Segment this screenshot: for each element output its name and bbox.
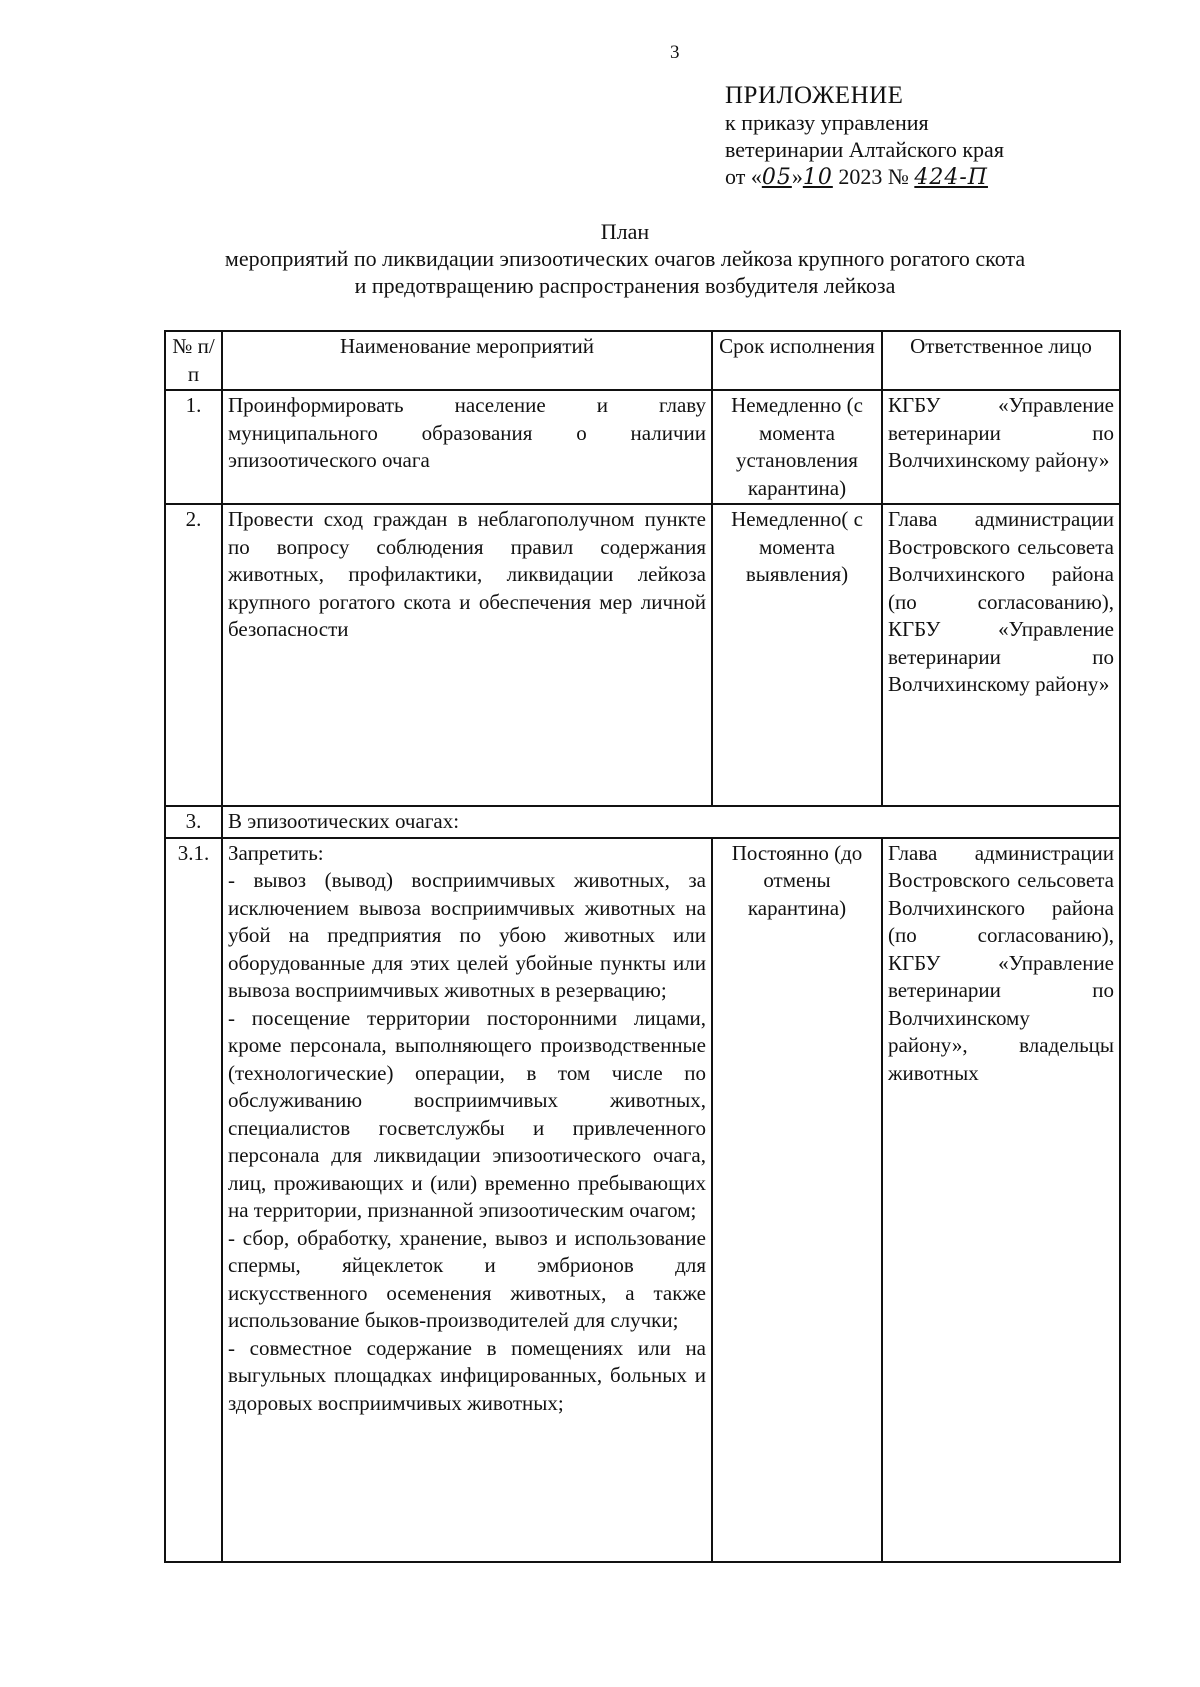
row-responsible: КГБУ «Управление ветеринарии по Волчихинскому району»: [882, 390, 1120, 504]
row-measure-list: [222, 838, 712, 1562]
table-row: [165, 390, 1120, 504]
header-name: Наименование мероприятий: [222, 331, 712, 390]
row-num: 1.: [165, 390, 222, 504]
appendix-block: [725, 82, 1004, 191]
row-responsible: Глава администрации Востровского сельсовета Волчихинского района (по согласованию), КГБУ «Управление ветеринарии по Волчихинскому району»: [882, 504, 1120, 806]
date-year: 2023 №: [838, 164, 909, 189]
header-term: Срок исполнения: [712, 331, 882, 390]
measure-item: - вывоз (вывод) восприимчивых животных, за исключением вывоза восприимчивых животных на убой на предприятия по убою животных или оборудованные для этих целей убойные пункты или вывоза восприимчивых животных в резервацию;: [228, 868, 706, 1002]
row-measure: Проинформировать население и главу муниципального образования о наличии эпизоотического очага: [222, 390, 712, 504]
appendix-line-1: к приказу управления: [725, 110, 929, 135]
row-measure: Провести сход граждан в неблагополучном пункте по вопросу соблюдения правил содержания животных, профилактики, ликвидации лейкоза крупного рогатого скота и обеспечения мер личной безопасности: [222, 504, 712, 806]
appendix-heading: ПРИЛОЖЕНИЕ: [725, 82, 904, 109]
row-term: Немедленно (с момента установления карантина): [712, 390, 882, 504]
date-month-handwritten: 10: [802, 165, 833, 190]
measure-item: - посещение территории посторонними лицами, кроме персонала, выполняющего производственные (технологические) операции, в том числе по обслуживанию восприимчивых животных, специалистов госветслужбы и привлеченного персонала для ликвидации эпизоотического очага, лиц, проживающих и (или) временно пребывающих на территории, признанной эпизоотическим очагом;: [228, 1005, 706, 1222]
measure-item: - сбор, обработку, хранение, вывоз и использование спермы, яйцеклеток и эмбрионов для искусственного осеменения животных, а также использование быков-производителей для случки;: [228, 1225, 706, 1332]
table-row: [165, 504, 1120, 806]
date-month-separator: »: [791, 164, 803, 189]
row-num: 2.: [165, 504, 222, 806]
title-line-3: и предотвращению распространения возбудителя лейкоза: [354, 273, 896, 298]
row-num: 3.1.: [165, 838, 222, 1562]
table-row: [165, 838, 1120, 1562]
row-num: 3.: [165, 806, 222, 838]
order-number-handwritten: 424-П: [914, 165, 988, 190]
measure-item: Запретить:: [228, 840, 324, 865]
date-prefix: от «: [725, 164, 762, 189]
appendix-dateline: [725, 163, 1004, 191]
table-header-row: [165, 331, 1120, 390]
plan-title: [130, 218, 1120, 299]
row-section-title: В эпизоотических очагах:: [222, 806, 1120, 838]
plan-table: [164, 330, 1121, 1563]
row-term: Постоянно (до отмены карантина): [712, 838, 882, 1562]
row-term: Немедленно( с момента выявления): [712, 504, 882, 806]
header-num: № п/п: [165, 331, 222, 390]
title-line-2: мероприятий по ликвидации эпизоотических очагов лейкоза крупного рогатого скота: [224, 246, 1026, 271]
page-number: 3: [670, 42, 680, 63]
row-responsible: Глава администрации Востровского сельсовета Волчихинского района (по согласованию), КГБУ «Управление ветеринарии по Волчихинскому району», владельцы животных: [882, 838, 1120, 1562]
table-row-section: [165, 806, 1120, 838]
measure-item: - совместное содержание в помещениях или на выгульных площадках инфицированных, больных и здоровых восприимчивых животных;: [228, 1335, 706, 1415]
appendix-line-2: ветеринарии Алтайского края: [725, 137, 1004, 162]
header-responsible: Ответственное лицо: [882, 331, 1120, 390]
title-line-1: План: [600, 219, 650, 244]
date-day-handwritten: 05: [761, 165, 792, 190]
